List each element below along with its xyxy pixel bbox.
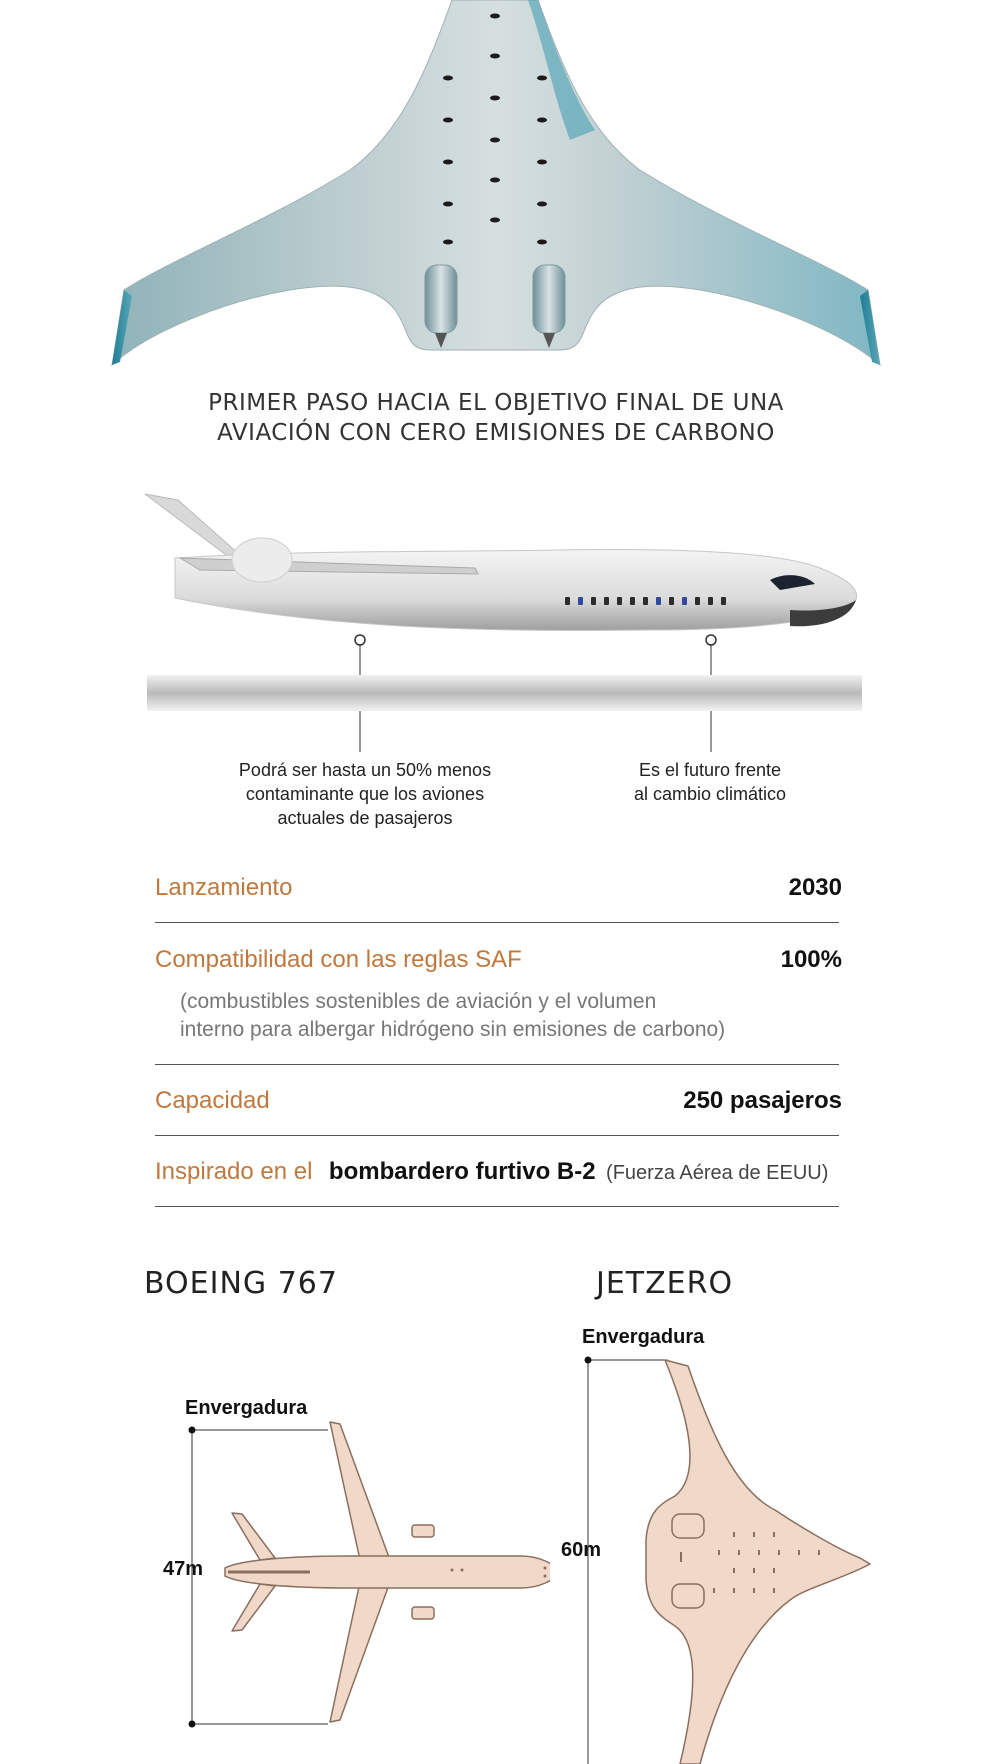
spec-inspired-note: (Fuerza Aérea de EEUU)	[606, 1162, 829, 1184]
jetzero-span-label: Envergadura	[582, 1326, 705, 1348]
boeing-span-label: Envergadura	[185, 1397, 308, 1419]
callout-emissions-line-2: contaminante que los aviones	[245, 784, 485, 804]
headline	[0, 388, 992, 448]
spec-launch-label: Lanzamiento	[155, 874, 293, 901]
spec-inspired-label: Inspirado en el	[155, 1158, 313, 1185]
headline-line-1: PRIMER PASO HACIA EL OBJETIVO FINAL DE UNA	[208, 390, 784, 416]
jetzero-top-view	[560, 1340, 960, 1764]
boeing-767-top-view	[150, 1410, 550, 1730]
spec-inspired-row	[155, 1158, 843, 1186]
callout-climate	[590, 758, 830, 806]
spec-saf-note	[180, 988, 725, 1044]
divider	[155, 1064, 839, 1065]
spec-inspired-value: bombardero furtivo B-2	[328, 1158, 596, 1185]
headline-line-2: AVIACIÓN CON CERO EMISIONES DE CARBONO	[217, 420, 775, 446]
jetzero-bottom-view-illustration	[0, 0, 992, 380]
divider	[155, 922, 839, 923]
boeing-span-value: 47m	[163, 1558, 204, 1580]
callout-emissions	[210, 758, 520, 830]
callout-emissions-line-3: actuales de pasajeros	[277, 808, 453, 828]
spec-launch-value: 2030	[788, 874, 842, 901]
divider	[155, 1206, 839, 1207]
jetzero-title: JETZERO	[596, 1266, 734, 1301]
spec-capacity-label: Capacidad	[155, 1087, 270, 1114]
callout-climate-line-1: Es el futuro frente	[638, 760, 782, 780]
spec-saf-note-line-1: (combustibles sostenibles de aviación y el volumen	[180, 990, 657, 1013]
spec-saf-note-line-2: interno para albergar hidrógeno sin emisiones de carbono)	[180, 1018, 726, 1041]
boeing-title: BOEING 767	[144, 1266, 338, 1301]
spec-capacity-value: 250 pasajeros	[683, 1087, 842, 1114]
spec-saf-label: Compatibilidad con las reglas SAF	[155, 946, 522, 973]
callout-climate-line-2: al cambio climático	[633, 784, 787, 804]
jetzero-side-view-illustration	[0, 480, 992, 780]
spec-saf-value: 100%	[780, 946, 842, 973]
jetzero-span-value: 60m	[561, 1539, 602, 1561]
divider	[155, 1135, 839, 1136]
callout-emissions-line-1: Podrá ser hasta un 50% menos	[238, 760, 492, 780]
